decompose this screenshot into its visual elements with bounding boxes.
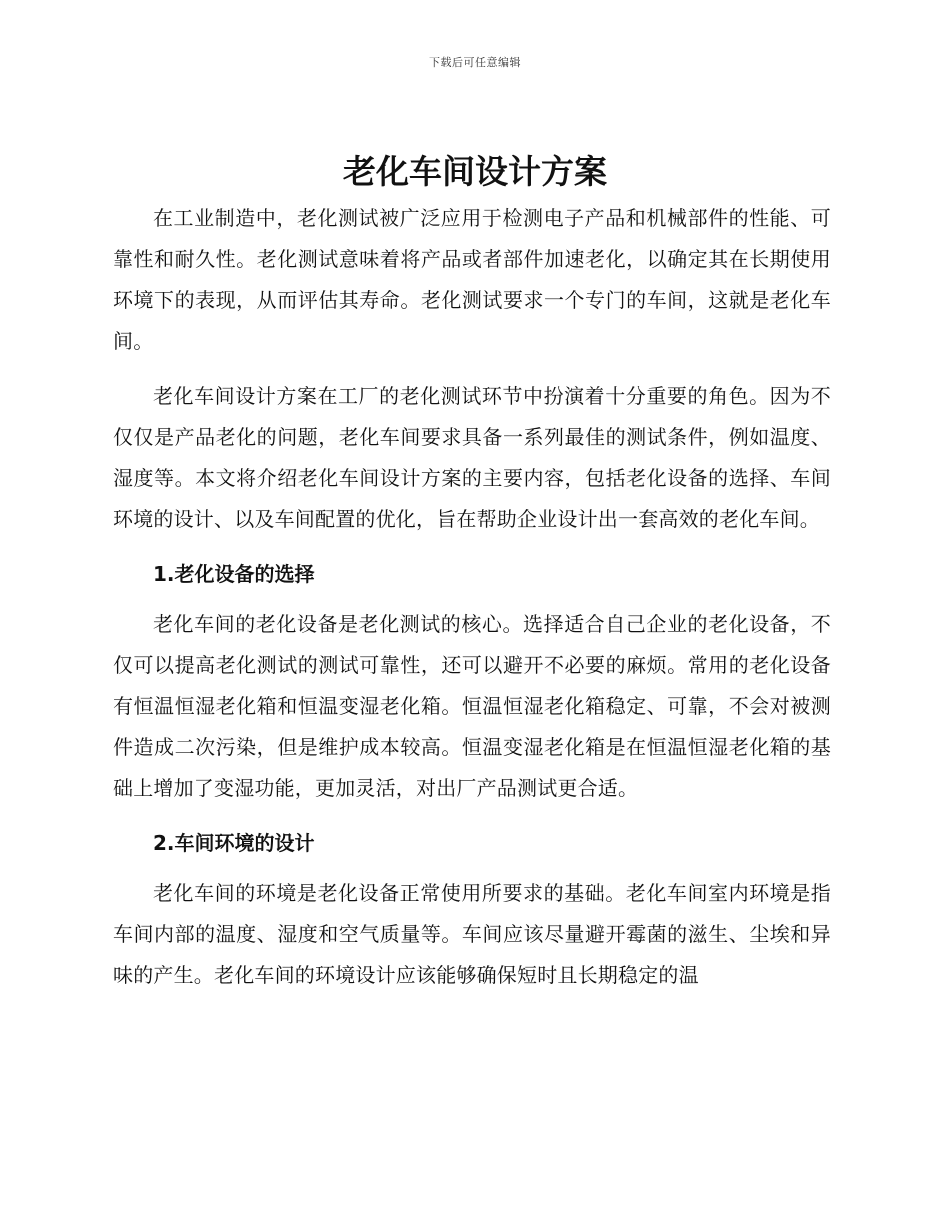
section-heading: 1.老化设备的选择: [153, 562, 315, 586]
document-body: [113, 198, 831, 1010]
header-note: 下载后可任意编辑: [429, 56, 521, 69]
document-title: 老化车间设计方案: [343, 152, 607, 191]
section-paragraph: 老化车间的环境是老化设备正常使用所要求的基础。老化车间室内环境是指车间内部的温度、湿度和空气质量等。车间应该尽量避开霉菌的滋生、尘埃和异味的产生。老化车间的环境设计应该能够确保短时且长期稳定的温: [113, 881, 831, 987]
intro-paragraph: 在工业制造中，老化测试被广泛应用于检测电子产品和机械部件的性能、可靠性和耐久性。老化测试意味着将产品或者部件加速老化，以确定其在长期使用环境下的表现，从而评估其寿命。老化测试要求一个专门的车间，这就是老化车间。: [113, 206, 831, 353]
intro-paragraph: 老化车间设计方案在工厂的老化测试环节中扮演着十分重要的角色。因为不仅仅是产品老化的问题，老化车间要求具备一系列最佳的测试条件，例如温度、湿度等。本文将介绍老化车间设计方案的主要内容，包括老化设备的选择、车间环境的设计、以及车间配置的优化，旨在帮助企业设计出一套高效的老化车间。: [113, 384, 831, 531]
section-paragraph: 老化车间的老化设备是老化测试的核心。选择适合自己企业的老化设备，不仅可以提高老化测试的测试可靠性，还可以避开不必要的麻烦。常用的老化设备有恒温恒湿老化箱和恒温变湿老化箱。恒温恒湿老化箱稳定、可靠，不会对被测件造成二次污染，但是维护成本较高。恒温变湿老化箱是在恒温恒湿老化箱的基础上增加了变湿功能，更加灵活，对出厂产品测试更合适。: [113, 612, 831, 800]
section-heading: 2.车间环境的设计: [153, 831, 315, 855]
